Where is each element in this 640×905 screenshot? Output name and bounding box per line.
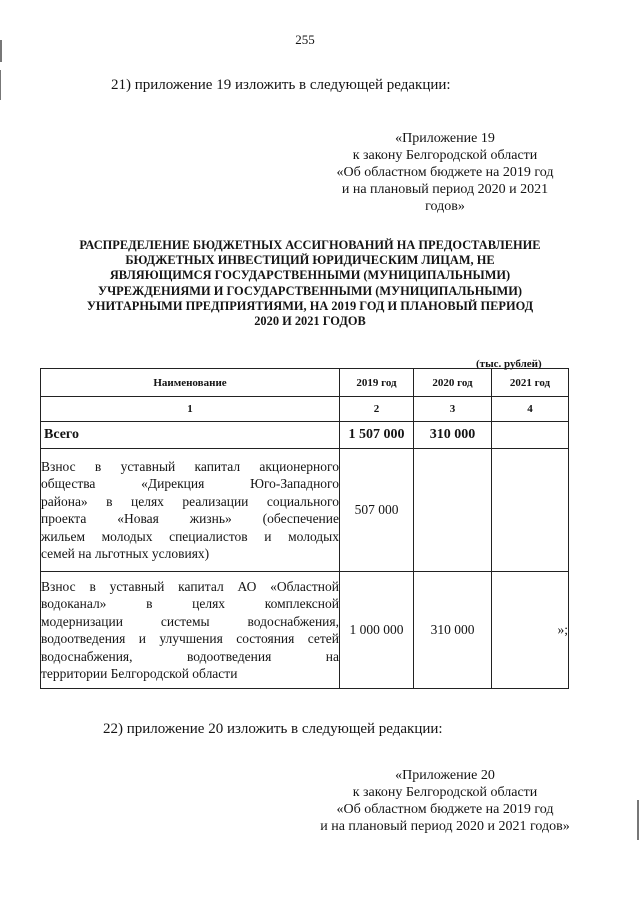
- heading-line: РАСПРЕДЕЛЕНИЕ БЮДЖЕТНЫХ АССИГНОВАНИЙ НА ПРЕДОСТАВЛЕНИЕ: [79, 238, 541, 252]
- scan-edge-mark: [0, 40, 2, 62]
- row-description: [41, 449, 340, 572]
- desc-line: Взнос в уставный капитал акционерного: [41, 458, 339, 474]
- desc-line: модернизации системы водоснабжения,: [41, 613, 339, 629]
- desc-line: территории Белгородской области: [41, 666, 238, 681]
- appendix-20-line: к закону Белгородской области: [352, 785, 538, 800]
- table-heading: [50, 238, 570, 329]
- appendix-20-line: и на плановый период 2020 и 2021 годов»: [320, 819, 570, 834]
- appendix-19-caption: [310, 130, 580, 215]
- row-2020: 310 000: [414, 572, 492, 689]
- appendix-20-line: «Приложение 20: [395, 768, 495, 783]
- scan-edge-mark: [0, 70, 1, 100]
- heading-line: УЧРЕЖДЕНИЯМИ И ГОСУДАРСТВЕННЫМИ (МУНИЦИПАЛЬНЫМИ): [98, 283, 522, 298]
- total-row: [41, 422, 569, 449]
- header-2020: 2020 год: [414, 369, 492, 397]
- desc-line: общества «Дирекция Юго-Западного: [41, 476, 339, 491]
- col-number: 1: [41, 397, 340, 422]
- header-2021: 2021 год: [492, 369, 569, 397]
- col-number: 3: [414, 397, 492, 422]
- total-label: Всего: [41, 422, 340, 449]
- desc-line: Взнос в уставный капитал АО «Областной: [41, 578, 339, 594]
- desc-line: семей на льготных условиях): [41, 546, 210, 561]
- units-label: (тыс. рублей): [476, 358, 542, 370]
- row-2019: 507 000: [340, 449, 414, 572]
- desc-line: водоканал» в целях комплексной: [41, 596, 339, 611]
- appendix-20-caption: [300, 767, 590, 835]
- table-row: [41, 572, 569, 689]
- row-description: [41, 572, 340, 689]
- budget-table: [40, 368, 569, 689]
- appendix-20-line: «Об областном бюджете на 2019 год: [336, 802, 554, 817]
- column-number-row: [41, 397, 569, 422]
- header-name: Наименование: [41, 369, 340, 397]
- header-2019: 2019 год: [340, 369, 414, 397]
- appendix-19-line: и на плановый период 2020 и 2021: [341, 182, 549, 197]
- appendix-19-line: «Об областном бюджете на 2019 год: [336, 165, 554, 180]
- appendix-19-line: к закону Белгородской области: [352, 148, 538, 163]
- scan-edge-mark: [637, 800, 639, 840]
- heading-line: УНИТАРНЫМИ ПРЕДПРИЯТИЯМИ, НА 2019 ГОД И ПЛАНОВЫЙ ПЕРИОД: [86, 298, 534, 313]
- total-2019: 1 507 000: [340, 422, 414, 449]
- total-2020: 310 000: [414, 422, 492, 449]
- page-number: 255: [295, 32, 315, 47]
- desc-line: водоотведения и улучшения состояния сетей: [41, 631, 339, 646]
- desc-line: жильем молодых специалистов и молодых: [41, 528, 339, 544]
- desc-line: района» в целях реализации социального: [41, 493, 339, 509]
- row-2019: 1 000 000: [340, 572, 414, 689]
- appendix-19-line: годов»: [425, 199, 465, 214]
- paragraph-22: 22) приложение 20 изложить в следующей редакции:: [103, 721, 443, 737]
- heading-line: БЮДЖЕТНЫХ ИНВЕСТИЦИЙ ЮРИДИЧЕСКИМ ЛИЦАМ, НЕ: [125, 253, 495, 268]
- total-2021: [492, 422, 569, 449]
- desc-line: водоснабжения, водоотведения на: [41, 648, 339, 664]
- col-number: 4: [492, 397, 569, 422]
- paragraph-21: 21) приложение 19 изложить в следующей редакции:: [111, 77, 451, 93]
- row-2021: [492, 449, 569, 572]
- row-2021: »;: [492, 572, 569, 689]
- desc-line: проекта «Новая жизнь» (обеспечение: [41, 511, 339, 526]
- table-header-row: [41, 369, 569, 397]
- appendix-19-line: «Приложение 19: [395, 131, 495, 146]
- heading-line: ЯВЛЯЮЩИМСЯ ГОСУДАРСТВЕННЫМИ (МУНИЦИПАЛЬНЫМИ): [109, 268, 511, 283]
- heading-line: 2020 И 2021 ГОДОВ: [254, 314, 366, 329]
- table-row: [41, 449, 569, 572]
- col-number: 2: [340, 397, 414, 422]
- row-2020: [414, 449, 492, 572]
